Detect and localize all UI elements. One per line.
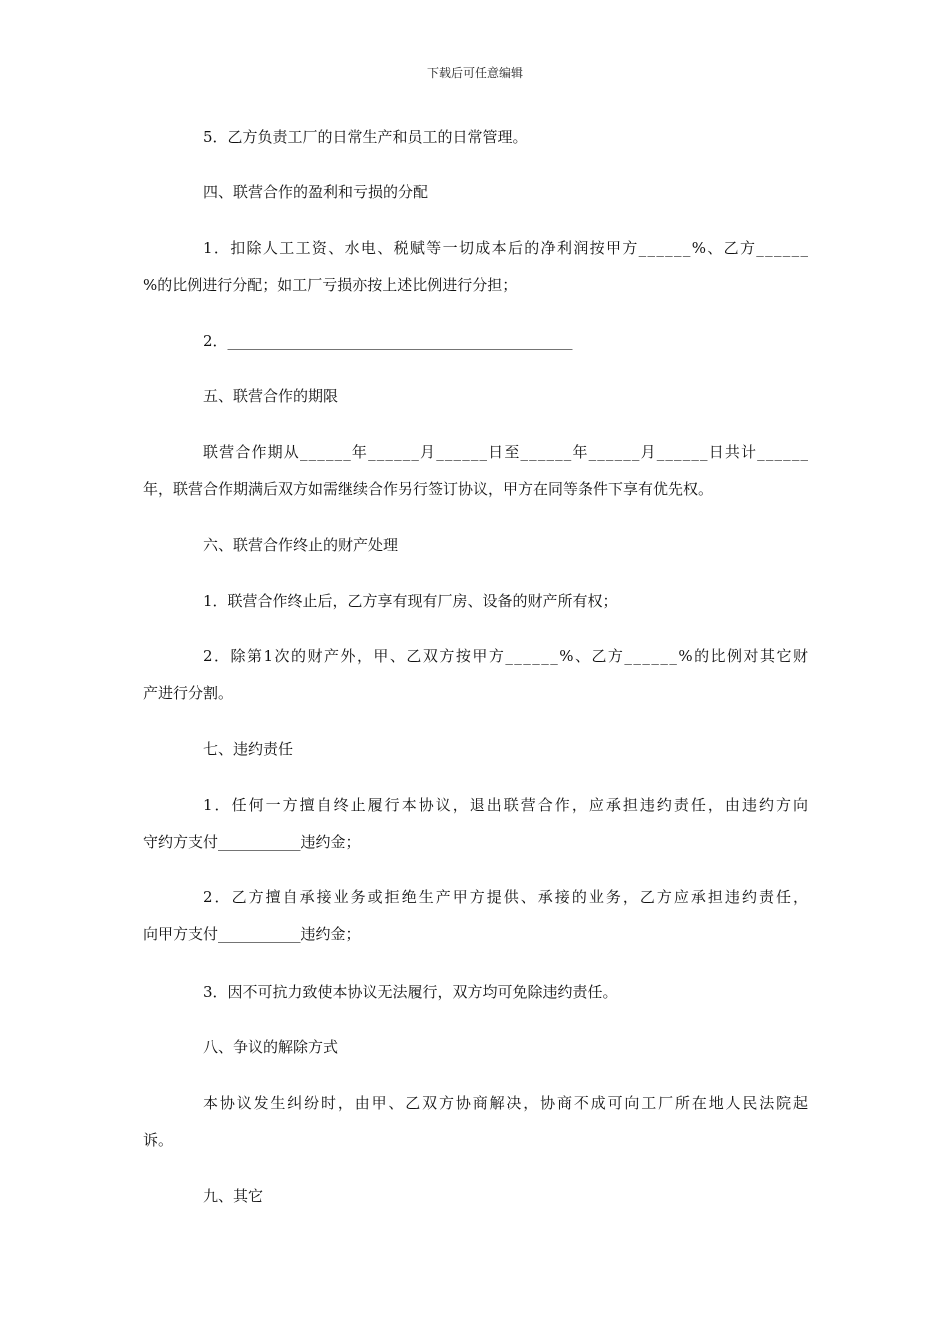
clause-1-liability-line2: 守约方支付___________违约金； [143, 833, 361, 851]
clause-2-blank: 2．______________________________________________ [203, 332, 573, 350]
clause-2-property-split-line2: 产进行分割。 [143, 684, 234, 702]
clause-1-profit-split-line2: %的比例进行分配；如工厂亏损亦按上述比例进行分担； [143, 276, 518, 294]
clause-2-liability-line2: 向甲方支付___________违约金； [143, 925, 361, 943]
clause-5-daily-management: 5．乙方负责工厂的日常生产和员工的日常管理。 [203, 128, 528, 146]
term-paragraph-line1: 联营合作期从______年______月______日至______年______月______日共计______ [203, 443, 810, 461]
dispute-paragraph-line1: 本协议发生纠纷时，由甲、乙双方协商解决，协商不成可向工厂所在地人民法院起 [203, 1094, 810, 1112]
clause-2-liability-line1: 2．乙方擅自承接业务或拒绝生产甲方提供、承接的业务，乙方应承担违约责任， [203, 888, 810, 906]
dispute-paragraph-line2: 诉。 [143, 1131, 174, 1149]
section-heading-other: 九、其它 [203, 1187, 264, 1205]
section-heading-property: 六、联营合作终止的财产处理 [203, 536, 399, 554]
section-heading-liability: 七、违约责任 [203, 740, 294, 758]
page-header: 下载后可任意编辑 [426, 66, 523, 80]
section-heading-term: 五、联营合作的期限 [203, 387, 339, 405]
clause-2-property-split-line1: 2．除第1次的财产外，甲、乙双方按甲方______%、乙方______%的比例对其它财 [203, 647, 810, 665]
clause-1-property-ownership: 1．联营合作终止后，乙方享有现有厂房、设备的财产所有权； [203, 592, 618, 610]
clause-1-profit-split-line1: 1．扣除人工工资、水电、税赋等一切成本后的净利润按甲方______%、乙方______ [203, 239, 810, 257]
clause-3-force-majeure: 3．因不可抗力致使本协议无法履行，双方均可免除违约责任。 [203, 983, 618, 1001]
clause-1-liability-line1: 1．任何一方擅自终止履行本协议，退出联营合作，应承担违约责任，由违约方向 [203, 796, 810, 814]
section-heading-profit-loss: 四、联营合作的盈利和亏损的分配 [203, 183, 429, 201]
section-heading-dispute: 八、争议的解除方式 [203, 1038, 339, 1056]
term-paragraph-line2: 年，联营合作期满后双方如需继续合作另行签订协议，甲方在同等条件下享有优先权。 [143, 480, 714, 498]
